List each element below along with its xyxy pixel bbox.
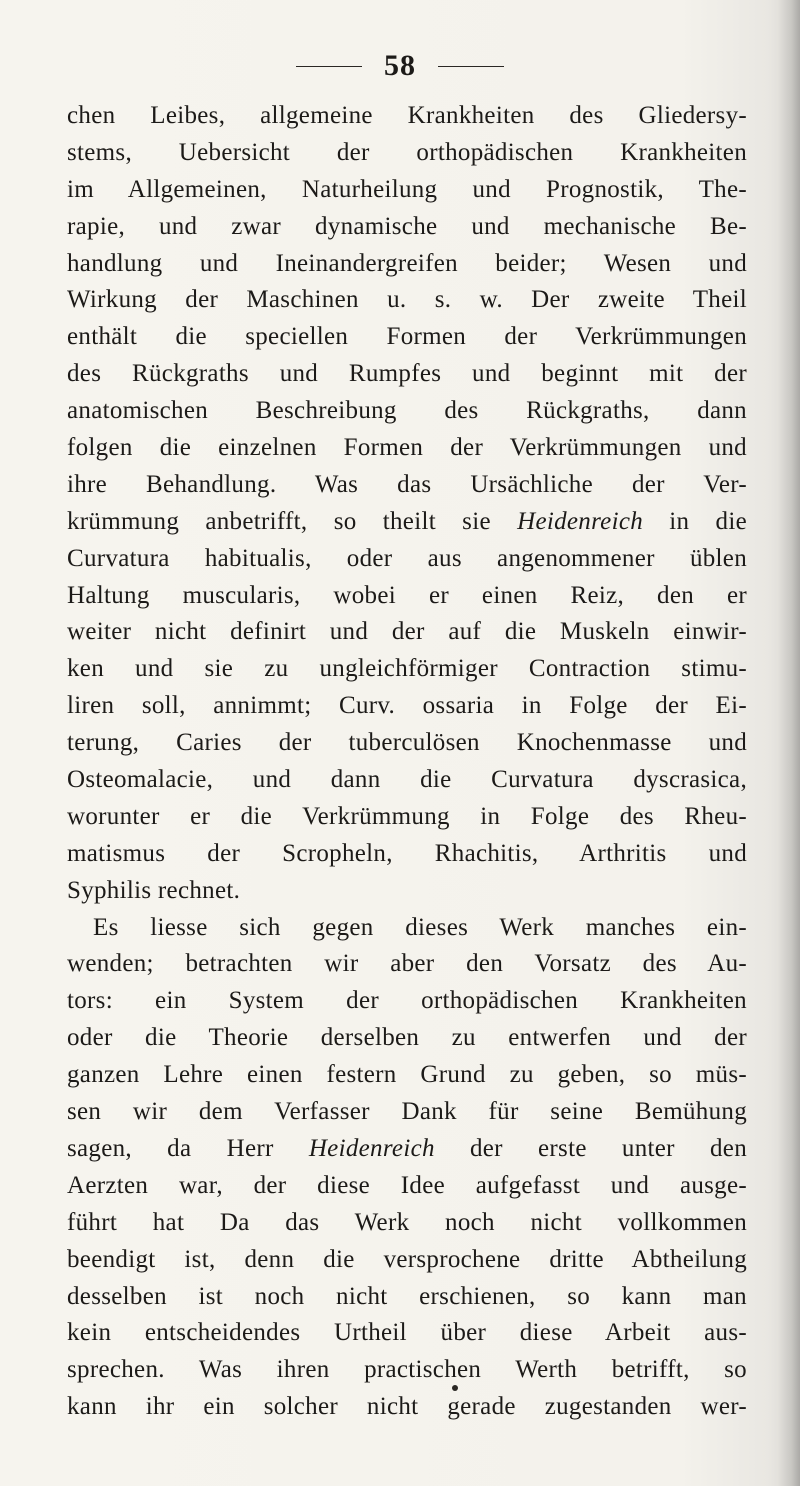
text-line: kann ihr ein solcher nicht gerade zugestanden wer- [67, 1393, 747, 1421]
text-line: kein entscheidendes Urtheil über diese Arbeit aus- [67, 1319, 747, 1347]
text-line: Curvatura habitualis, oder aus angenommener üblen [67, 544, 747, 572]
text-line: terung, Caries der tuberculösen Knochenmasse und [67, 729, 747, 757]
text-line: liren soll, annimmt; Curv. ossaria in Folge der Ei- [67, 692, 747, 720]
text-line-segment: in die [643, 507, 747, 535]
text-line: sprechen. Was ihren practischen Werth betrifft, so [67, 1356, 747, 1384]
body-text [67, 98, 747, 1426]
text-line-segment: sagen, da Herr [67, 1134, 309, 1162]
text-line: rapie, und zwar dynamische und mechanische Be- [67, 212, 747, 240]
text-line: oder die Theorie derselben zu entwerfen und der [67, 1024, 747, 1052]
text-line: ganzen Lehre einen festern Grund zu geben, so müs- [67, 1061, 747, 1089]
text-line: im Allgemeinen, Naturheilung und Prognostik, The- [67, 175, 747, 203]
text-line-segment: krümmung anbetrifft, so theilt sie [67, 507, 518, 535]
ink-speck [452, 1385, 458, 1391]
text-line: handlung und Ineinandergreifen beider; Wesen und [67, 249, 747, 277]
text-line: des Rückgraths und Rumpfes und beginnt mit der [67, 360, 747, 388]
text-line: tors: ein System der orthopädischen Krankheiten [67, 987, 747, 1015]
text-line [67, 1131, 747, 1168]
page-header [0, 46, 800, 86]
text-line: worunter er die Verkrümmung in Folge des Rheu- [67, 802, 747, 830]
text-line: sen wir dem Verfasser Dank für seine Bemühung [67, 1098, 747, 1126]
text-line: stems, Uebersicht der orthopädischen Krankheiten [67, 138, 747, 166]
text-line: enthält die speciellen Formen der Verkrümmungen [67, 323, 747, 351]
text-line: Haltung muscularis, wobei er einen Reiz, den er [67, 581, 747, 609]
header-rule-left [296, 66, 362, 67]
header-rule-right [438, 66, 504, 67]
page-edge-shadow [778, 0, 800, 1486]
text-line: ken und sie zu ungleichförmiger Contraction stimu- [67, 655, 747, 683]
text-line: Wirkung der Maschinen u. s. w. Der zweite Theil [67, 286, 747, 314]
text-line: folgen die einzelnen Formen der Verkrümmungen und [67, 434, 747, 462]
text-line: ihre Behandlung. Was das Ursächliche der Ver- [67, 470, 747, 498]
text-line: matismus der Scropheln, Rhachitis, Arthritis und [67, 839, 747, 867]
text-line: wenden; betrachten wir aber den Vorsatz des Au- [67, 950, 747, 978]
text-line: desselben ist noch nicht erschienen, so kann man [67, 1282, 747, 1310]
text-line [67, 504, 747, 541]
text-line: Syphilis rechnet. [67, 876, 241, 904]
author-name-italic: Heidenreich [308, 1134, 435, 1162]
text-line: Aerzten war, der diese Idee aufgefasst und ausge- [67, 1171, 747, 1199]
page-number: 58 [384, 49, 416, 82]
text-line: führt hat Da das Werk noch nicht vollkommen [67, 1208, 747, 1236]
text-line: chen Leibes, allgemeine Krankheiten des Gliedersy- [67, 102, 747, 129]
text-line: Es liesse sich gegen dieses Werk manches ein- [93, 913, 747, 941]
text-line-segment: der erste unter den [434, 1134, 748, 1162]
text-line: weiter nicht definirt und der auf die Muskeln einwir- [67, 618, 747, 646]
text-line: anatomischen Beschreibung des Rückgraths, dann [67, 397, 747, 425]
author-name-italic: Heidenreich [517, 507, 644, 535]
text-line: beendigt ist, denn die versprochene dritte Abtheilung [67, 1245, 747, 1273]
text-line: Osteomalacie, und dann die Curvatura dyscrasica, [67, 766, 747, 794]
